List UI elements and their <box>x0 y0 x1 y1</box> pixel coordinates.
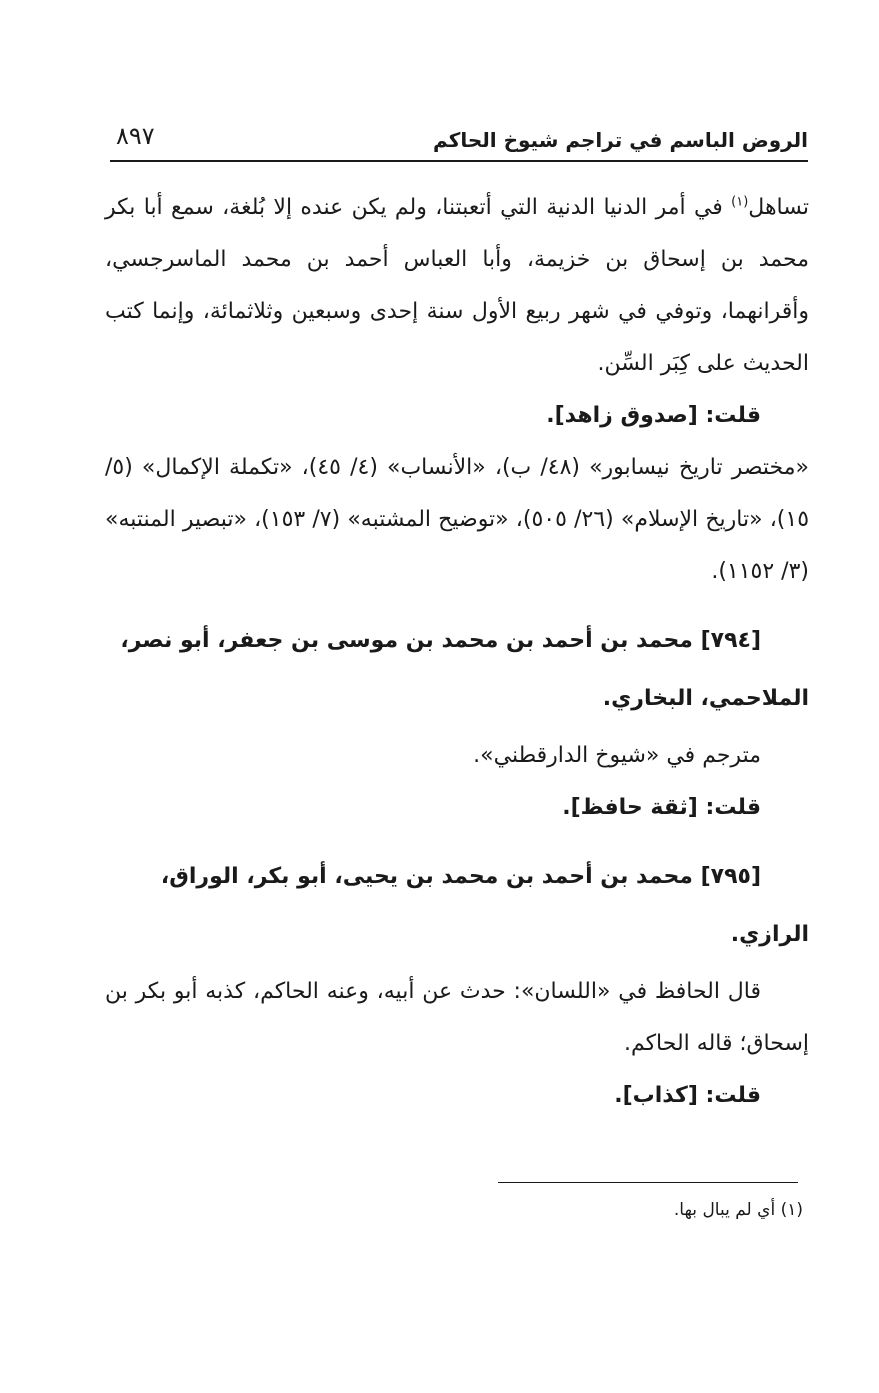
entry-795-heading: [٧٩٥] محمد بن أحمد بن محمد بن يحيى، أبو بكر، الوراق، <box>160 864 761 889</box>
entry-794-heading: [٧٩٤] محمد بن أحمد بن محمد بن موسى بن جعفر، أبو نصر، <box>120 628 761 653</box>
entry-795-heading-cont: الرازي. <box>730 922 809 947</box>
entry-794-heading-cont: الملاحمي، البخاري. <box>602 686 809 711</box>
verdict-3: قلت: [كذاب]. <box>614 1083 761 1108</box>
footnote-marker: (١) <box>731 194 749 210</box>
sources-list: «مختصر تاريخ نيسابور» (٤٨/ ب)، «الأنساب» (٤/ ٤٥)، «تكملة الإكمال» (٥/ ١٥)، «تاريخ الإسلام» (٢٦/ ٥٠٥)، «توضيح المشتبه» (٧/ ١٥٣)، «تبصير المنتبه» (٣/ ١١٥٢). <box>105 455 810 584</box>
running-title: الروض الباسم في تراجم شيوخ الحاكم <box>433 128 808 152</box>
page-number: ٨٩٧ <box>116 122 155 150</box>
paragraph-lead: تساهل <box>748 195 809 220</box>
footnote-rule <box>498 1182 798 1183</box>
entry-794-note: مترجم في «شيوخ الدارقطني». <box>473 743 761 768</box>
entry-794 <box>105 612 809 728</box>
verdict-1: قلت: [صدوق زاهد]. <box>546 403 761 428</box>
paragraph-text: في أمر الدنيا الدنية التي أتعبتنا، ولم يكن عنده إلا بُلغة، سمع أبا بكر محمد بن إسحاق بن خزيمة، وأبا العباس أحمد بن محمد الماسرجسي، وأقرانهما، وتوفي في شهر ربيع الأول سنة إحدى وسبعين وثلاثمائة، وإنما كتب الحديث على كِبَر السِّن. <box>105 195 809 376</box>
page-header <box>110 118 808 162</box>
biography-paragraph <box>105 182 809 390</box>
footnote: (١) أي لم يبال بها. <box>673 1200 803 1220</box>
verdict-2: قلت: [ثقة حافظ]. <box>562 795 761 820</box>
page-content <box>105 182 809 1122</box>
header-rule <box>110 160 808 162</box>
entry-795-text: قال الحافظ في «اللسان»: حدث عن أبيه، وعنه الحاكم، كذبه أبو بكر بن إسحاق؛ قاله الحاكم. <box>105 979 809 1056</box>
entry-795 <box>105 848 809 964</box>
